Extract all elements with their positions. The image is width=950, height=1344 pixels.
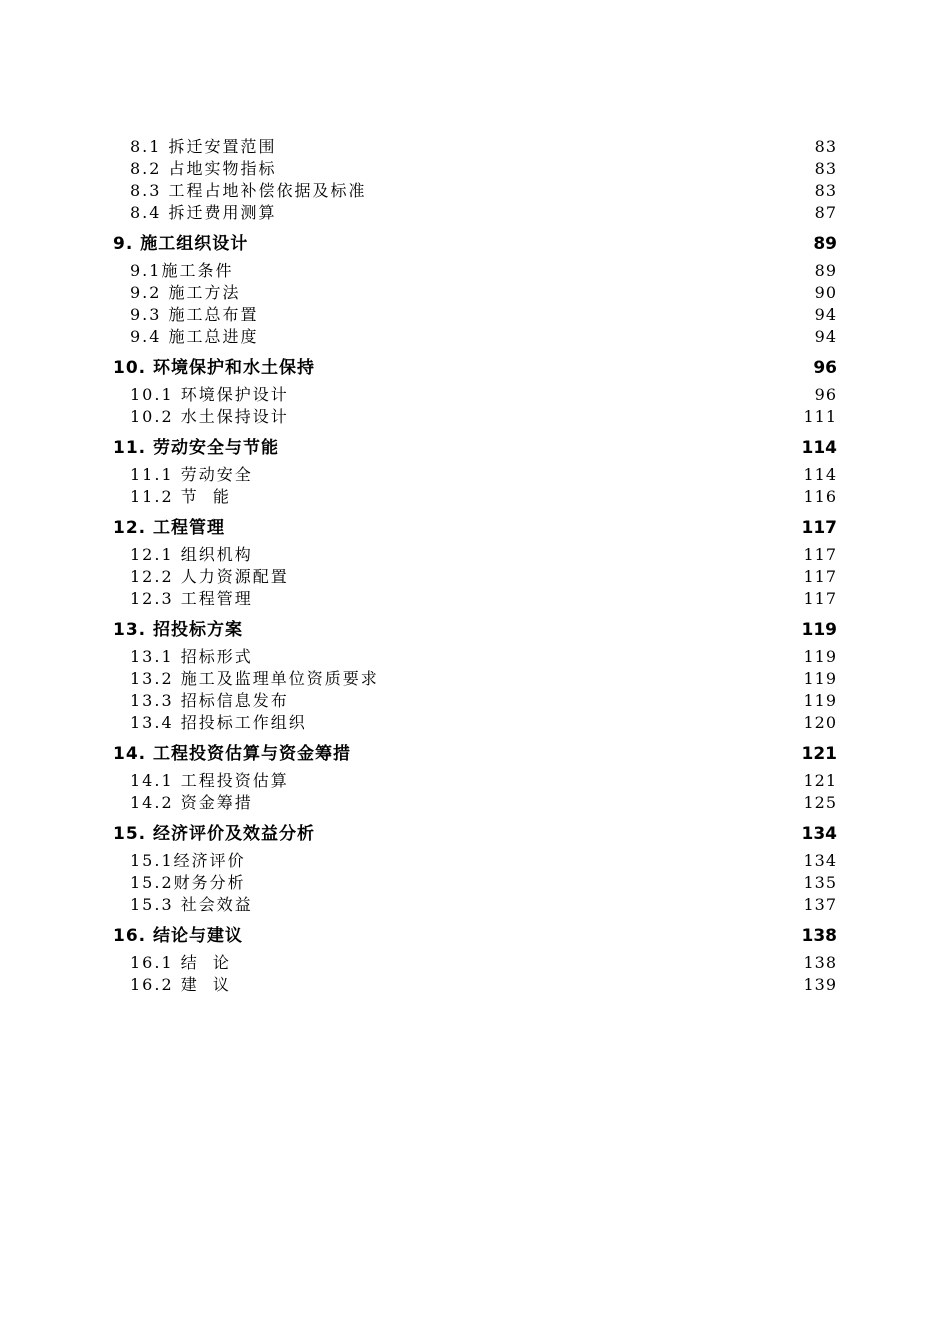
toc-entry-label: 8.3 工程占地补偿依据及标准 bbox=[130, 181, 367, 200]
toc-page-number: 114 bbox=[803, 465, 837, 484]
toc-section-row[interactable] bbox=[0, 738, 950, 770]
toc-subsection-row[interactable] bbox=[0, 770, 950, 792]
toc-page-number: 138 bbox=[801, 926, 837, 946]
toc-page-number: 117 bbox=[803, 545, 837, 564]
toc-section-label: 10. 环境保护和水土保持 bbox=[113, 358, 316, 378]
toc-section-label: 16. 结论与建议 bbox=[113, 926, 244, 946]
toc-page-number: 119 bbox=[803, 669, 837, 688]
toc-entry-label: 15.3 社会效益 bbox=[130, 895, 253, 914]
toc-section-label: 9. 施工组织设计 bbox=[113, 234, 249, 254]
toc-page-number: 134 bbox=[803, 851, 837, 870]
toc-subsection-row[interactable] bbox=[0, 180, 950, 202]
toc-page-number: 134 bbox=[801, 824, 837, 844]
toc-page-number: 114 bbox=[801, 438, 837, 458]
toc-section-row[interactable] bbox=[0, 920, 950, 952]
toc-page-number: 94 bbox=[814, 327, 837, 346]
toc-subsection-row[interactable] bbox=[0, 792, 950, 814]
toc-page-number: 121 bbox=[803, 771, 837, 790]
toc-entry-label: 16.2 建 议 bbox=[130, 975, 231, 994]
toc-page-number: 87 bbox=[814, 203, 837, 222]
toc-entry-label: 12.2 人力资源配置 bbox=[130, 567, 289, 586]
toc-entry-label: 10.2 水土保持设计 bbox=[130, 407, 289, 426]
toc-page-number: 111 bbox=[803, 407, 837, 426]
toc-page-number: 83 bbox=[814, 137, 837, 156]
toc-entry-label: 14.2 资金筹措 bbox=[130, 793, 253, 812]
toc-subsection-row[interactable] bbox=[0, 646, 950, 668]
toc-page-number: 125 bbox=[803, 793, 837, 812]
toc-page-number: 83 bbox=[814, 181, 837, 200]
toc-entry-label: 9.4 施工总进度 bbox=[130, 327, 259, 346]
toc-page-number: 119 bbox=[801, 620, 837, 640]
toc-section-label: 11. 劳动安全与节能 bbox=[113, 438, 280, 458]
toc-subsection-row[interactable] bbox=[0, 384, 950, 406]
toc-entry-label: 9.3 施工总布置 bbox=[130, 305, 259, 324]
toc-page-number: 139 bbox=[803, 975, 837, 994]
toc-entry-label: 13.1 招标形式 bbox=[130, 647, 253, 666]
toc-entry-label: 12.3 工程管理 bbox=[130, 589, 253, 608]
toc-entry-label: 14.1 工程投资估算 bbox=[130, 771, 289, 790]
toc-section-label: 13. 招投标方案 bbox=[113, 620, 244, 640]
toc-subsection-row[interactable] bbox=[0, 850, 950, 872]
toc-entry-label: 13.2 施工及监理单位资质要求 bbox=[130, 669, 379, 688]
toc-entry-label: 13.4 招投标工作组织 bbox=[130, 713, 307, 732]
toc-page-number: 94 bbox=[814, 305, 837, 324]
toc-section-row[interactable] bbox=[0, 512, 950, 544]
toc-subsection-row[interactable] bbox=[0, 668, 950, 690]
toc-subsection-row[interactable] bbox=[0, 974, 950, 996]
toc-page-number: 117 bbox=[803, 589, 837, 608]
toc-section-row[interactable] bbox=[0, 614, 950, 646]
toc-subsection-row[interactable] bbox=[0, 282, 950, 304]
toc-subsection-row[interactable] bbox=[0, 588, 950, 610]
table-of-contents bbox=[0, 136, 950, 996]
toc-page-number: 120 bbox=[803, 713, 837, 732]
toc-section-label: 14. 工程投资估算与资金筹措 bbox=[113, 744, 352, 764]
toc-subsection-row[interactable] bbox=[0, 894, 950, 916]
toc-page-number: 119 bbox=[803, 647, 837, 666]
toc-subsection-row[interactable] bbox=[0, 464, 950, 486]
toc-page-number: 83 bbox=[814, 159, 837, 178]
toc-subsection-row[interactable] bbox=[0, 486, 950, 508]
toc-page-number: 117 bbox=[803, 567, 837, 586]
toc-subsection-row[interactable] bbox=[0, 566, 950, 588]
toc-page-number: 137 bbox=[803, 895, 837, 914]
toc-section-label: 12. 工程管理 bbox=[113, 518, 226, 538]
toc-page-number: 135 bbox=[803, 873, 837, 892]
toc-section-row[interactable] bbox=[0, 432, 950, 464]
toc-subsection-row[interactable] bbox=[0, 202, 950, 224]
toc-entry-label: 12.1 组织机构 bbox=[130, 545, 253, 564]
toc-entry-label: 13.3 招标信息发布 bbox=[130, 691, 289, 710]
toc-entry-label: 10.1 环境保护设计 bbox=[130, 385, 289, 404]
toc-entry-label: 11.1 劳动安全 bbox=[130, 465, 253, 484]
toc-section-label: 15. 经济评价及效益分析 bbox=[113, 824, 316, 844]
toc-subsection-row[interactable] bbox=[0, 326, 950, 348]
toc-subsection-row[interactable] bbox=[0, 872, 950, 894]
toc-entry-label: 8.4 拆迁费用测算 bbox=[130, 203, 277, 222]
toc-page-number: 89 bbox=[814, 261, 837, 280]
toc-page-number: 96 bbox=[814, 385, 837, 404]
toc-page-number: 96 bbox=[813, 358, 837, 378]
toc-subsection-row[interactable] bbox=[0, 712, 950, 734]
toc-subsection-row[interactable] bbox=[0, 304, 950, 326]
toc-page-number: 116 bbox=[803, 487, 837, 506]
toc-entry-label: 15.2财务分析 bbox=[130, 873, 246, 892]
toc-subsection-row[interactable] bbox=[0, 406, 950, 428]
toc-subsection-row[interactable] bbox=[0, 690, 950, 712]
toc-entry-label: 8.1 拆迁安置范围 bbox=[130, 137, 277, 156]
toc-page-number: 138 bbox=[803, 953, 837, 972]
toc-entry-label: 8.2 占地实物指标 bbox=[130, 159, 277, 178]
toc-entry-label: 16.1 结 论 bbox=[130, 953, 231, 972]
toc-page-number: 89 bbox=[813, 234, 837, 254]
toc-section-row[interactable] bbox=[0, 352, 950, 384]
toc-section-row[interactable] bbox=[0, 818, 950, 850]
toc-page-number: 117 bbox=[801, 518, 837, 538]
toc-entry-label: 15.1经济评价 bbox=[130, 851, 246, 870]
toc-section-row[interactable] bbox=[0, 228, 950, 260]
toc-subsection-row[interactable] bbox=[0, 158, 950, 180]
toc-subsection-row[interactable] bbox=[0, 136, 950, 158]
toc-entry-label: 9.1施工条件 bbox=[130, 261, 234, 280]
toc-subsection-row[interactable] bbox=[0, 544, 950, 566]
toc-page-number: 119 bbox=[803, 691, 837, 710]
toc-subsection-row[interactable] bbox=[0, 952, 950, 974]
toc-page-number: 121 bbox=[801, 744, 837, 764]
toc-subsection-row[interactable] bbox=[0, 260, 950, 282]
toc-page-number: 90 bbox=[814, 283, 837, 302]
toc-entry-label: 11.2 节 能 bbox=[130, 487, 231, 506]
toc-entry-label: 9.2 施工方法 bbox=[130, 283, 241, 302]
